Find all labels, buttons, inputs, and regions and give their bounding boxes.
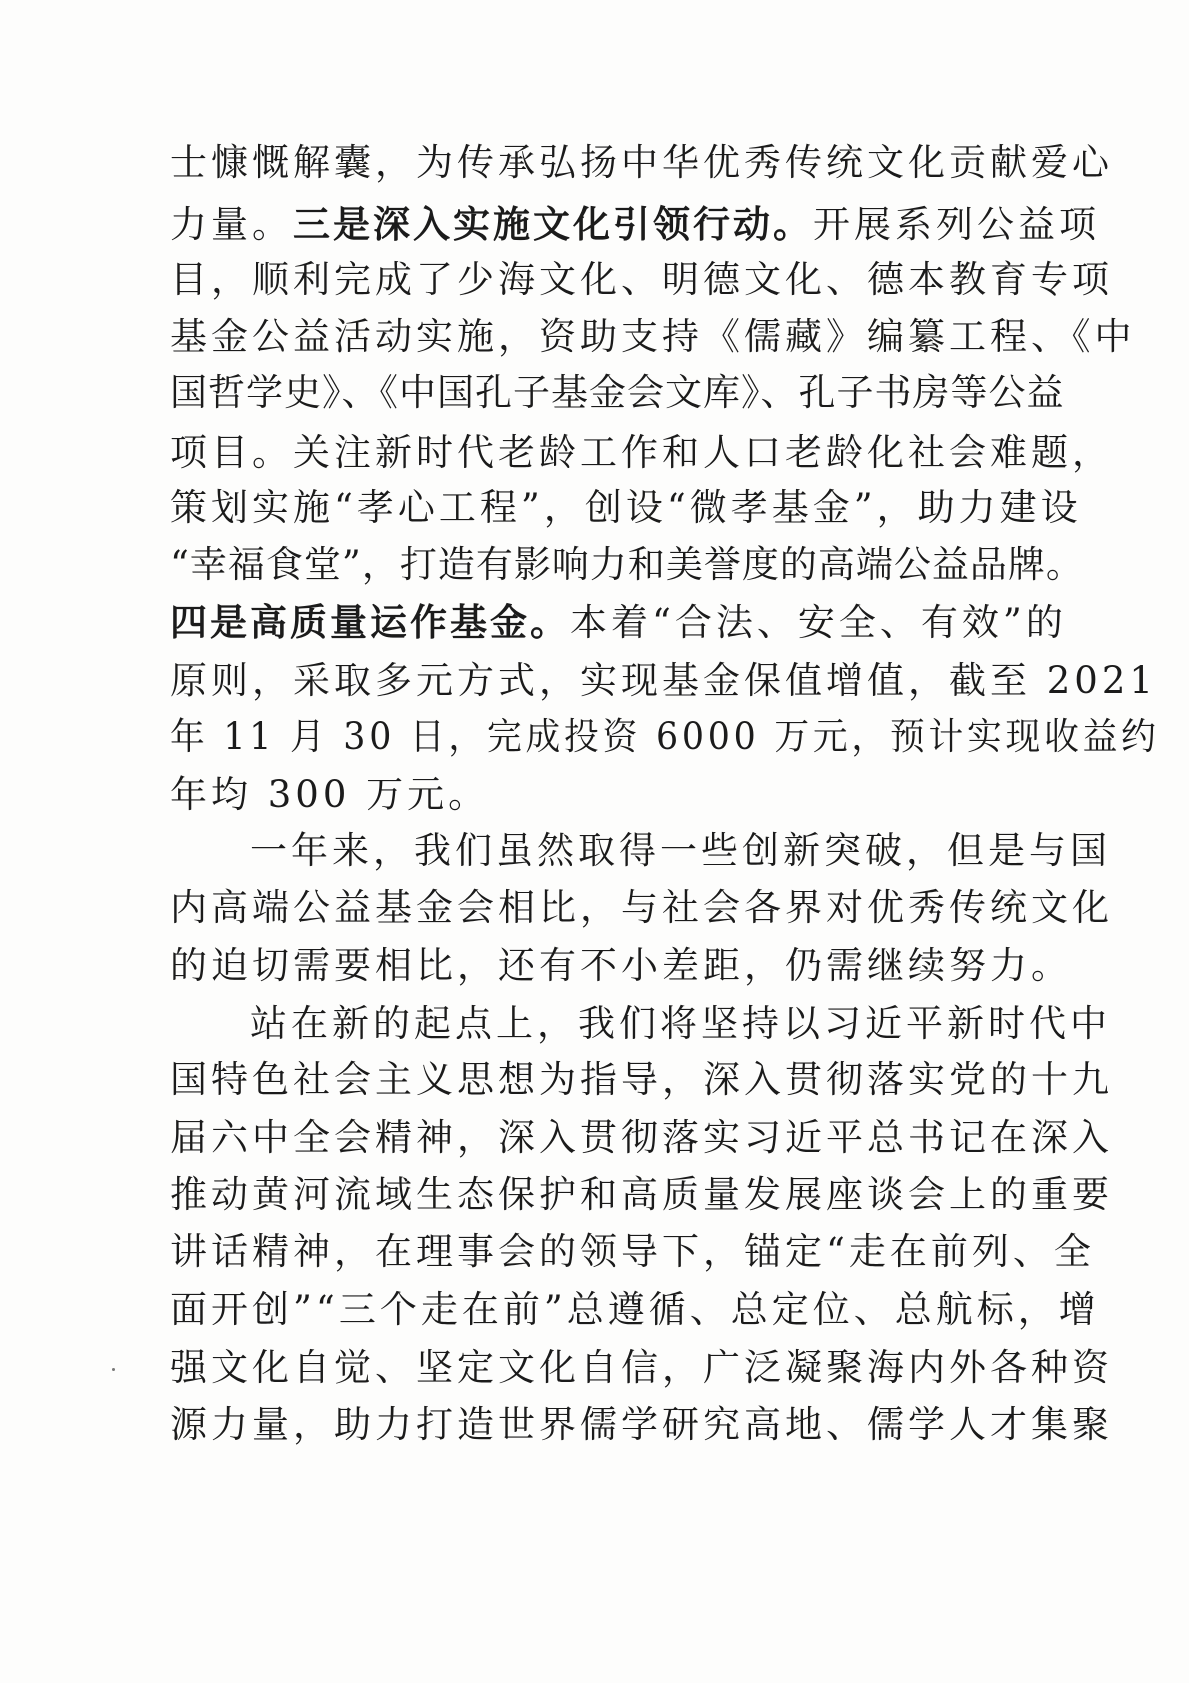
text-line: 策划实施“孝心工程”，创设“微孝基金”，助力建设 — [170, 486, 1082, 529]
text-line: 原则，采取多元方式，实现基金保值增值，截至 2021 — [170, 659, 1157, 702]
text-line: 源力量，助力打造世界儒学研究高地、儒学人才集聚 — [170, 1403, 1113, 1446]
text-line: 力量。三是深入实施文化引领行动。开展系列公益项 — [170, 203, 1100, 246]
text-line: 内高端公益基金会相比，与社会各界对优秀传统文化 — [170, 886, 1113, 929]
text-line: 目，顺利完成了少海文化、明德文化、德本教育专项 — [170, 258, 1113, 301]
bold-heading: 三是深入实施文化引领行动。 — [293, 203, 813, 246]
text-line: 强文化自觉、坚定文化自信，广泛凝聚海内外各种资 — [170, 1346, 1113, 1389]
text-line: 士慷慨解囊，为传承弘扬中华优秀传统文化贡献爱心 — [170, 141, 1113, 184]
text-line: 项目。关注新时代老龄工作和人口老龄化社会难题， — [170, 431, 1113, 474]
text-line: 年均 300 万元。 — [170, 773, 490, 816]
bold-heading: 四是高质量运作基金。 — [170, 601, 570, 644]
paragraph-start-line: 站在新的起点上，我们将坚持以习近平新时代中 — [250, 1002, 1111, 1045]
text-line: 国特色社会主义思想为指导，深入贯彻落实党的十九 — [170, 1058, 1113, 1101]
text-line: 年 11 月 30 日，完成投资 6000 万元，预计实现收益约 — [170, 715, 1160, 758]
text-line: 面开创”“三个走在前”总遵循、总定位、总航标，增 — [170, 1288, 1100, 1331]
paragraph-start-line: 一年来，我们虽然取得一些创新突破，但是与国 — [250, 829, 1111, 872]
text-line: 基金公益活动实施，资助支持《儒藏》编纂工程、《中 — [170, 315, 1136, 358]
text-line: 届六中全会精神，深入贯彻落实习近平总书记在深入 — [170, 1116, 1113, 1159]
text-line: “幸福食堂”，打造有影响力和美誉度的高端公益品牌。 — [170, 543, 1084, 586]
text-line: 推动黄河流域生态保护和高质量发展座谈会上的重要 — [170, 1173, 1113, 1216]
scan-speck — [112, 1368, 115, 1371]
text-line: 讲话精神，在理事会的领导下，锚定“走在前列、全 — [170, 1230, 1095, 1273]
text-line: 四是高质量运作基金。本着“合法、安全、有效”的 — [170, 601, 1067, 644]
text-line: 国哲学史》、《中国孔子基金会文库》、孔子书房等公益 — [170, 371, 1065, 414]
text-line: 的迫切需要相比，还有不小差距，仍需继续努力。 — [170, 944, 1072, 987]
